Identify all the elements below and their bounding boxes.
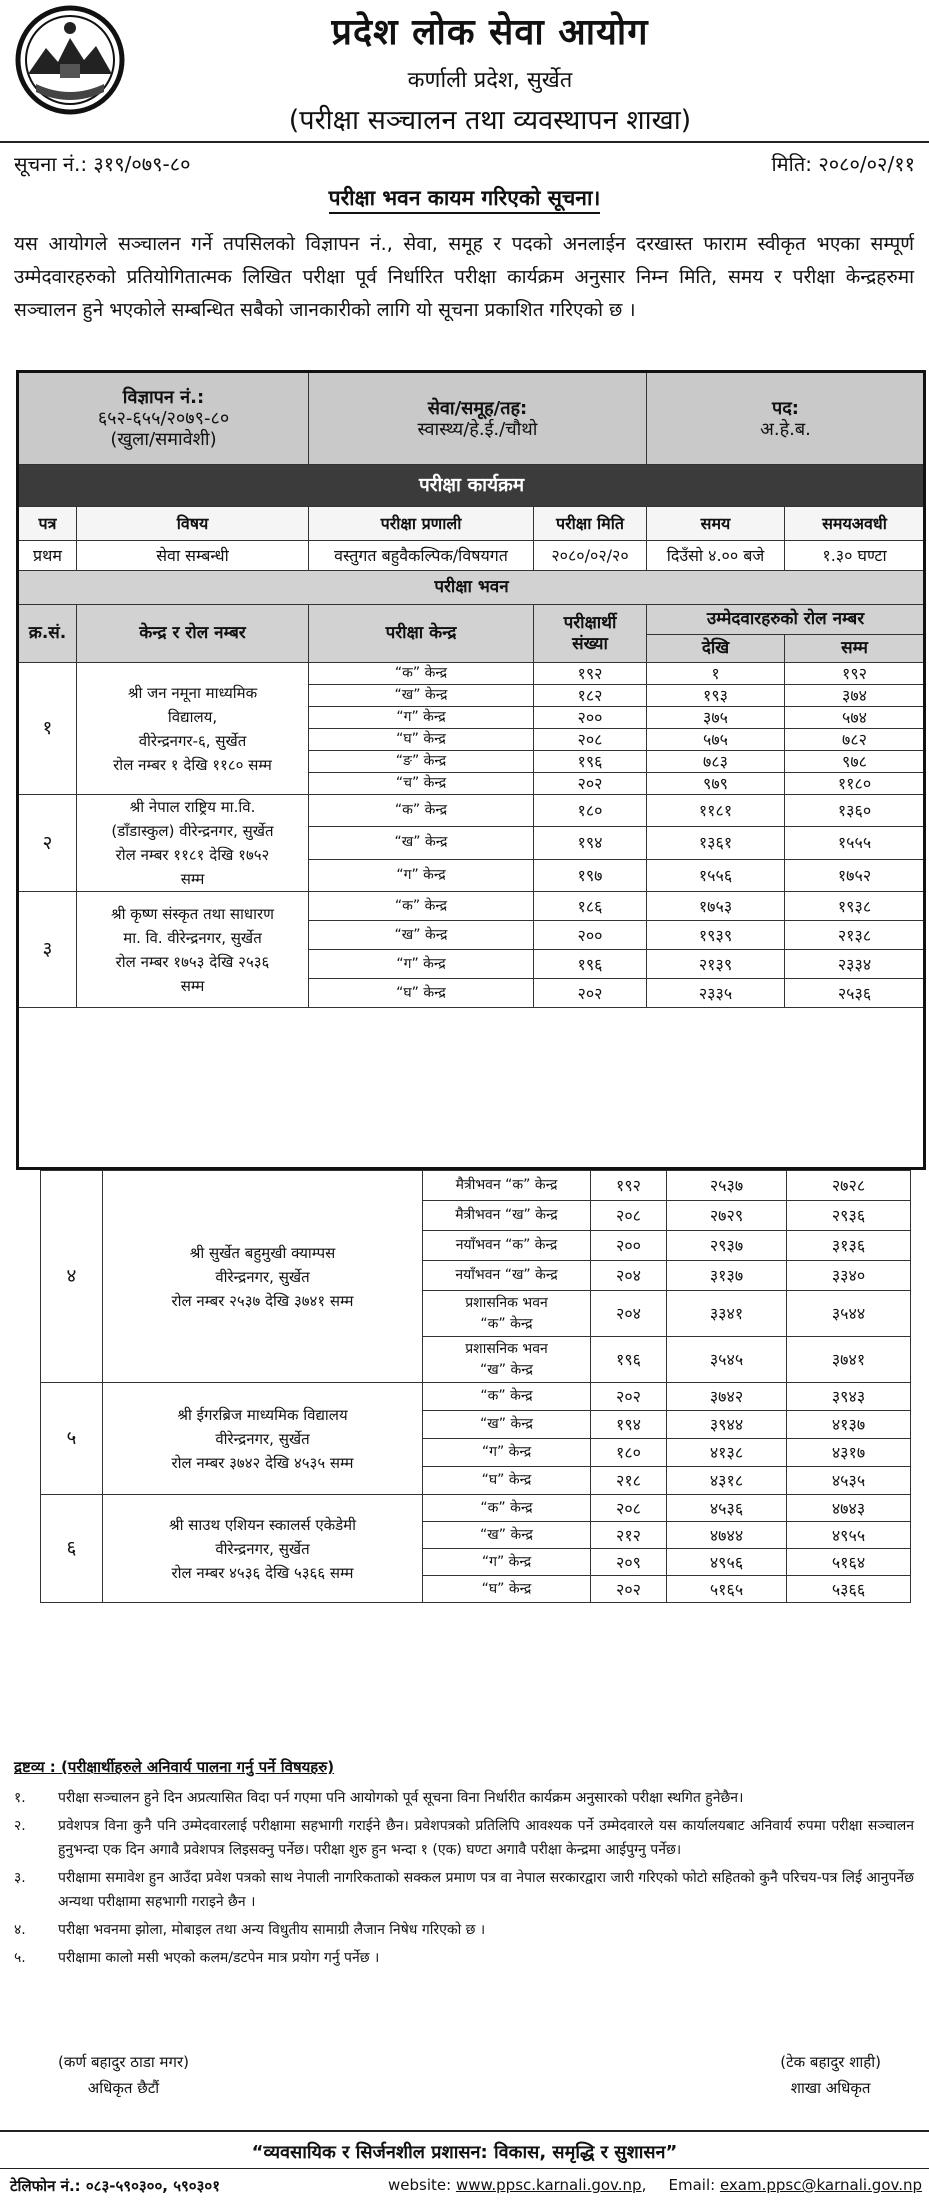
candidate-count: २०० bbox=[591, 1231, 667, 1261]
exam-center-label: “ङ” केन्द्र bbox=[395, 753, 447, 769]
roll-from: ३७५ bbox=[647, 707, 785, 729]
roll-from: १ bbox=[647, 663, 785, 685]
venue-title: परीक्षा भवन bbox=[19, 571, 925, 605]
exam-center-label: प्रशासनिक भवन bbox=[465, 1294, 548, 1311]
roll-to: ४५३५ bbox=[787, 1467, 911, 1495]
note-text: परीक्षामा कालो मसी भएको कलम/डटपेन मात्र प्रयोग गर्नु पर्नेछ । bbox=[58, 1950, 380, 1966]
roll-from: ५७५ bbox=[647, 729, 785, 751]
candidate-count: २०४ bbox=[591, 1291, 667, 1337]
candidate-count: २०० bbox=[534, 707, 647, 729]
note-item bbox=[14, 1866, 914, 1914]
venue-name-line: मा. वि. वीरेन्द्रनगर, सुर्खेत bbox=[123, 928, 262, 947]
intro-paragraph: यस आयोगले सञ्चालन गर्ने तपसिलको विज्ञापन नं., सेवा, समूह र पदको अनलाईन दरखास्त फाराम स्वीकृत भएका सम्पूर्ण उम्मेदवारहरुको प्रतियोगितात्मक लिखित परीक्षा पूर्व निर्धारित परीक्षा कार्यक्रम अनुसार निम्न मिति, समय र परीक्षा केन्द्रहरुमा सञ्चालन हुने भएकोले सम्बन्धित सबैको जानकारीको लागि यो सूचना प्रकाशित गरिएको छ । bbox=[14, 233, 914, 321]
exam-center-label: “ग” केन्द्र bbox=[396, 709, 446, 725]
venue-name-line: श्री ईगरब्रिज माध्यमिक विद्यालय bbox=[177, 1405, 348, 1424]
note-number: ४. bbox=[14, 1922, 26, 1938]
candidate-count: १९२ bbox=[534, 663, 647, 685]
exam-center-label: “क” केन्द्र bbox=[394, 665, 448, 681]
candidate-count: २०४ bbox=[591, 1261, 667, 1291]
col-roll-to: सम्म bbox=[785, 635, 925, 663]
candidate-count: १९६ bbox=[534, 751, 647, 773]
venue-serial: ४ bbox=[41, 1171, 103, 1383]
exam-schedule-table bbox=[18, 372, 925, 1008]
exam-center-label: प्रशासनिक भवन bbox=[465, 1340, 548, 1357]
exam-center bbox=[309, 685, 534, 707]
roll-from: ४५३६ bbox=[667, 1495, 787, 1522]
exam-center-label: मैत्रीभवन “क” केन्द्र bbox=[455, 1177, 558, 1193]
venue-name-line: श्री नेपाल राष्ट्रिय मा.वि. bbox=[129, 798, 256, 816]
roll-from: ७८३ bbox=[647, 751, 785, 773]
candidate-count: २०२ bbox=[534, 773, 647, 795]
roll-from: २७२९ bbox=[667, 1201, 787, 1231]
venue-header-row bbox=[19, 605, 925, 635]
exam-center-label: “क” केन्द्र bbox=[394, 802, 448, 819]
venue-title-row bbox=[19, 571, 925, 605]
exam-center-label: मैत्रीभवन “ख” केन्द्र bbox=[455, 1207, 558, 1223]
roll-to: १३६० bbox=[785, 795, 925, 827]
exam-center bbox=[309, 979, 534, 1008]
program-cell: १.३० घण्टा bbox=[785, 541, 925, 571]
email-block bbox=[669, 2176, 923, 2194]
venue-name-line: विद्यालय, bbox=[167, 707, 218, 726]
exam-center-label: नयाँभवन “ख” केन्द्र bbox=[455, 1267, 558, 1283]
header-divider bbox=[0, 141, 929, 143]
roll-from: ४१३८ bbox=[667, 1439, 787, 1467]
roll-from: ४७४४ bbox=[667, 1522, 787, 1549]
roll-from: १९३ bbox=[647, 685, 785, 707]
exam-center-label: “घ” केन्द्र bbox=[481, 1472, 532, 1488]
roll-to: ९७८ bbox=[785, 751, 925, 773]
venue-name-line: वीरेन्द्रनगर, सुर्खेत bbox=[215, 1267, 310, 1286]
candidate-count: १८० bbox=[591, 1439, 667, 1467]
note-number: १. bbox=[14, 1790, 26, 1806]
col-count-line: परीक्षार्थी bbox=[563, 612, 617, 633]
exam-center-label: “ग” केन्द्र bbox=[396, 866, 446, 883]
roll-to: ४१३७ bbox=[787, 1411, 911, 1439]
email-label: Email: bbox=[668, 2176, 716, 2194]
exam-center bbox=[423, 1411, 591, 1439]
roll-to: २७२८ bbox=[787, 1171, 911, 1201]
program-header: समयअवधी bbox=[785, 507, 925, 541]
venue-table-continued bbox=[40, 1170, 911, 1603]
exam-center-label: “ख” केन्द्र bbox=[480, 1526, 533, 1543]
candidate-count: १९२ bbox=[591, 1171, 667, 1201]
venue-serial: २ bbox=[19, 795, 77, 892]
note-text: परीक्षा सञ्चालन हुने दिन अप्रत्यासित विदा पर्न गएमा पनि आयोगको पूर्व सूचना विना निर्धारीत कार्यक्रम अनुसारको परीक्षा स्थगित हुनेछैन। bbox=[58, 1790, 744, 1806]
notice-date: मिति: २०८०/०२/११ bbox=[771, 152, 915, 176]
venue-name-line: रोल नम्बर २५३७ देखि ३७४१ सम्म bbox=[171, 1291, 354, 1310]
province-name: कर्णाली प्रदेश, सुर्खेत bbox=[407, 68, 573, 93]
note-item bbox=[14, 1918, 914, 1942]
roll-from: ४३१८ bbox=[667, 1467, 787, 1495]
note-item bbox=[14, 1814, 914, 1862]
roll-from: १३६१ bbox=[647, 827, 785, 859]
exam-center-label: “ग” केन्द्र bbox=[481, 1444, 532, 1460]
branch-name: (परीक्षा सञ्चालन तथा व्यवस्थापन शाखा) bbox=[288, 105, 692, 136]
venue-name-line: श्री जन नमूना माध्यमिक bbox=[127, 683, 258, 702]
col-candidate-count bbox=[534, 605, 647, 663]
signature-right bbox=[780, 2049, 881, 2101]
venue-row bbox=[19, 892, 925, 921]
notes-title: द्रष्टव्य : (परीक्षार्थीहरुले अनिवार्य पालना गर्नु पर्ने विषयहरु) bbox=[14, 1758, 335, 1776]
exam-center-label: “ख” केन्द्र bbox=[480, 1361, 533, 1378]
roll-from: ५१६५ bbox=[667, 1576, 787, 1603]
roll-from: ३३४१ bbox=[667, 1291, 787, 1337]
col-roll-from: देखि bbox=[647, 635, 785, 663]
venue-name-line: सम्म bbox=[180, 976, 205, 995]
candidate-count: १९४ bbox=[534, 827, 647, 859]
notes-list bbox=[14, 1786, 914, 1974]
exam-center bbox=[423, 1522, 591, 1549]
program-cell: २०८०/०२/२० bbox=[534, 541, 647, 571]
venue-serial: ६ bbox=[41, 1495, 103, 1603]
exam-center bbox=[309, 859, 534, 891]
note-number: २. bbox=[14, 1818, 26, 1834]
exam-center bbox=[309, 795, 534, 827]
service-cell bbox=[309, 373, 647, 465]
roll-to: १५५५ bbox=[785, 827, 925, 859]
exam-center bbox=[309, 773, 534, 795]
phone-number: टेलिफोन नं.: ०८३-५९०३००, ५९०३०१ bbox=[10, 2177, 221, 2195]
candidate-count: २१८ bbox=[591, 1467, 667, 1495]
note-text: प्रवेशपत्र विना कुनै पनि उम्मेदवारलाई परीक्षामा सहभागी गराईने छैन। प्रवेशपत्रको प्रतिलिपि आवश्यक पर्ने उम्मेदवारले यस कार्यालयबाट अनिवार्य रुपमा परीक्षा सञ्चालन हुनुभन्दा एक दिन अगावै प्रवेशपत्र लिइसक्नु पर्नेछ। परीक्षा शुरु हुन भन्दा १ (एक) घण्टा अगावै परीक्षा केन्द्रमा आईपुग्नु पर्नेछ। bbox=[58, 1818, 914, 1858]
program-data-row bbox=[19, 541, 925, 571]
exam-center bbox=[423, 1467, 591, 1495]
note-item bbox=[14, 1946, 914, 1970]
website-block: website: www.ppsc.karnali.gov.np, bbox=[388, 2176, 647, 2194]
letterhead bbox=[0, 0, 929, 140]
exam-center-label: “घ” केन्द्र bbox=[481, 1580, 532, 1597]
venue-row bbox=[41, 1383, 911, 1411]
venue-name-line: वीरेन्द्रनगर, सुर्खेत bbox=[215, 1429, 310, 1448]
program-cell: दिउँसो ४.०० बजे bbox=[647, 541, 785, 571]
program-header: परीक्षा प्रणाली bbox=[309, 507, 534, 541]
venue-name-line: श्री कृष्ण संस्कृत तथा साधारण bbox=[111, 904, 274, 923]
exam-center-label: “क” केन्द्र bbox=[480, 1315, 533, 1332]
exam-center-label: “क” केन्द्र bbox=[394, 897, 448, 914]
exam-center bbox=[423, 1576, 591, 1603]
venue-serial: ५ bbox=[41, 1383, 103, 1495]
exam-center bbox=[309, 892, 534, 921]
signatory-name: (टेक बहादुर शाही) bbox=[780, 2053, 881, 2071]
exam-center-label: “च” केन्द्र bbox=[395, 775, 447, 791]
org-name: प्रदेश लोक सेवा आयोग bbox=[331, 12, 649, 53]
roll-to: ४९५५ bbox=[787, 1522, 911, 1549]
program-header: समय bbox=[647, 507, 785, 541]
exam-center bbox=[423, 1171, 591, 1201]
candidate-count: २०८ bbox=[591, 1495, 667, 1522]
venue-name-line: सम्म bbox=[180, 870, 205, 888]
exam-center bbox=[423, 1337, 591, 1383]
exam-center bbox=[309, 827, 534, 859]
exam-center-label: “ग” केन्द्र bbox=[396, 955, 446, 972]
roll-to: १७५२ bbox=[785, 859, 925, 891]
roll-to: २१३८ bbox=[785, 921, 925, 950]
note-text: परीक्षामा समावेश हुन आउँदा प्रवेश पत्रको साथ नेपाली नागरिकताको सक्कल प्रमाण पत्र वा नेपाल सरकारद्वारा जारी गरिएको फोटो सहितको कुनै परिचय-पत्र लिई आनुपर्नेछ अन्यथा परीक्षामा सहभागी गराइने छैन । bbox=[58, 1870, 914, 1910]
exam-center bbox=[309, 729, 534, 751]
footer-divider-2 bbox=[0, 2168, 929, 2169]
venue-serial: १ bbox=[19, 663, 77, 795]
exam-center bbox=[423, 1261, 591, 1291]
exam-center-label: “क” केन्द्र bbox=[480, 1388, 533, 1404]
roll-from: २१३९ bbox=[647, 950, 785, 979]
venue-name-line: श्री साउथ एशियन स्कालर्स एकेडेमी bbox=[168, 1515, 357, 1534]
note-number: ३. bbox=[14, 1870, 26, 1886]
roll-to: २९३६ bbox=[787, 1201, 911, 1231]
roll-from: १७५३ bbox=[647, 892, 785, 921]
exam-center-label: “ख” केन्द्र bbox=[480, 1416, 533, 1432]
motto: “व्यवसायिक र सिर्जनशील प्रशासन: विकास, समृद्धि र सुशासन” bbox=[251, 2142, 678, 2163]
exam-center bbox=[423, 1383, 591, 1411]
roll-from: १९३९ bbox=[647, 921, 785, 950]
venue-row bbox=[19, 795, 925, 827]
venue-name bbox=[77, 795, 309, 892]
roll-to: ३७४१ bbox=[787, 1337, 911, 1383]
advertisement-type: (खुला/समावेशी) bbox=[110, 429, 217, 450]
exam-center bbox=[423, 1495, 591, 1522]
exam-center bbox=[423, 1291, 591, 1337]
exam-center-label: “ग” केन्द्र bbox=[481, 1553, 532, 1570]
service-label: सेवा/समूह/तह: bbox=[427, 397, 528, 419]
notice-subject-text: परीक्षा भवन कायम गरिएको सूचना। bbox=[329, 186, 601, 214]
exam-center bbox=[309, 921, 534, 950]
roll-from: ३७४२ bbox=[667, 1383, 787, 1411]
venue-name bbox=[77, 663, 309, 795]
venue-name-line: रोल नम्बर ११८१ देखि १७५२ bbox=[115, 846, 270, 864]
venue-name-line: रोल नम्बर १ देखि ११८० सम्म bbox=[113, 755, 272, 774]
roll-from: ११८१ bbox=[647, 795, 785, 827]
note-number: ५. bbox=[14, 1950, 26, 1966]
footer-divider bbox=[0, 2130, 929, 2132]
exam-center bbox=[309, 707, 534, 729]
advertisement-label: विज्ञापन नं.: bbox=[122, 387, 205, 408]
exam-center-label: “घ” केन्द्र bbox=[396, 731, 446, 747]
venue-name-line: रोल नम्बर ३७४२ देखि ४५३५ सम्म bbox=[171, 1453, 354, 1472]
signature-left bbox=[58, 2049, 189, 2101]
nepal-emblem-icon bbox=[6, 4, 134, 118]
venue-name bbox=[103, 1383, 423, 1495]
candidate-count: २०२ bbox=[534, 979, 647, 1008]
roll-to: ३५४४ bbox=[787, 1291, 911, 1337]
col-roll-range: उम्मेदवारहरुको रोल नम्बर bbox=[647, 605, 925, 635]
roll-from: ९७९ bbox=[647, 773, 785, 795]
notice-subject bbox=[0, 184, 929, 212]
exam-center bbox=[309, 663, 534, 685]
roll-to: ५१६४ bbox=[787, 1549, 911, 1576]
exam-center-label: “ख” केन्द्र bbox=[394, 926, 448, 943]
candidate-count: १८६ bbox=[534, 892, 647, 921]
col-serial: क्र.सं. bbox=[19, 605, 77, 663]
roll-to: ३३४० bbox=[787, 1261, 911, 1291]
program-cell: प्रथम bbox=[19, 541, 77, 571]
candidate-count: २१२ bbox=[591, 1522, 667, 1549]
email-link[interactable]: exam.ppsc@karnali.gov.np bbox=[719, 2176, 922, 2194]
website-label: website: bbox=[388, 2176, 452, 2194]
exam-center bbox=[423, 1231, 591, 1261]
exam-center bbox=[309, 950, 534, 979]
candidate-count: २०२ bbox=[591, 1576, 667, 1603]
roll-to: ४७४३ bbox=[787, 1495, 911, 1522]
candidate-count: २०२ bbox=[591, 1383, 667, 1411]
signatory-name: (कर्ण बहादुर ठाडा मगर) bbox=[58, 2053, 189, 2071]
venue-name-line: रोल नम्बर ४५३६ देखि ५३६६ सम्म bbox=[171, 1563, 354, 1582]
program-title-row bbox=[19, 465, 925, 507]
roll-to: १९३८ bbox=[785, 892, 925, 921]
venue-name bbox=[103, 1171, 423, 1383]
venue-serial: ३ bbox=[19, 892, 77, 1008]
program-header: परीक्षा मिति bbox=[534, 507, 647, 541]
venue-row bbox=[19, 663, 925, 685]
roll-from: २३३५ bbox=[647, 979, 785, 1008]
candidate-count: २०९ bbox=[591, 1549, 667, 1576]
notice-number: सूचना नं.: ३१९/०७९-८० bbox=[14, 152, 191, 176]
program-header-row bbox=[19, 507, 925, 541]
exam-center bbox=[423, 1201, 591, 1231]
program-title: परीक्षा कार्यक्रम bbox=[19, 465, 925, 507]
exam-center-label: “ख” केन्द्र bbox=[394, 687, 448, 703]
roll-from: १५५६ bbox=[647, 859, 785, 891]
roll-to: ३१३६ bbox=[787, 1231, 911, 1261]
exam-center-label: “घ” केन्द्र bbox=[396, 984, 446, 1001]
roll-to: ११८० bbox=[785, 773, 925, 795]
program-cell: सेवा सम्बन्धी bbox=[77, 541, 309, 571]
signatory-title: अधिकृत छैटौं bbox=[87, 2079, 160, 2097]
roll-to: ३९४३ bbox=[787, 1383, 911, 1411]
venue-name bbox=[77, 892, 309, 1008]
roll-from: २५३७ bbox=[667, 1171, 787, 1201]
candidate-count: १८० bbox=[534, 795, 647, 827]
col-center-roll: केन्द्र र रोल नम्बर bbox=[77, 605, 309, 663]
roll-from: २९३७ bbox=[667, 1231, 787, 1261]
col-count-line: संख्या bbox=[572, 633, 608, 654]
candidate-count: १८२ bbox=[534, 685, 647, 707]
roll-to: ५७४ bbox=[785, 707, 925, 729]
service-value: स्वास्थ्य/हे.ई./चौथो bbox=[417, 418, 538, 440]
venue-name-line: श्री सुर्खेत बहुमुखी क्याम्पस bbox=[189, 1243, 336, 1262]
venue-name bbox=[103, 1495, 423, 1603]
candidate-count: २०० bbox=[534, 921, 647, 950]
exam-center-label: “ख” केन्द्र bbox=[394, 834, 448, 851]
exam-center-label: “क” केन्द्र bbox=[480, 1499, 533, 1516]
candidate-count: २०८ bbox=[591, 1201, 667, 1231]
signatory-title: शाखा अधिकृत bbox=[790, 2079, 871, 2097]
roll-from: ३९४४ bbox=[667, 1411, 787, 1439]
program-cell: वस्तुगत बहुवैकल्पिक/विषयगत bbox=[309, 541, 534, 571]
candidate-count: १९४ bbox=[591, 1411, 667, 1439]
venue-name-line: वीरेन्द्रनगर, सुर्खेत bbox=[215, 1539, 310, 1558]
exam-center bbox=[423, 1549, 591, 1576]
advertisement-cell bbox=[19, 373, 309, 465]
candidate-count: २०८ bbox=[534, 729, 647, 751]
candidate-count: १९७ bbox=[534, 859, 647, 891]
exam-center-label: नयाँभवन “क” केन्द्र bbox=[455, 1237, 558, 1253]
post-value: अ.हे.ब. bbox=[760, 418, 811, 440]
post-cell bbox=[647, 373, 925, 465]
roll-to: २३३४ bbox=[785, 950, 925, 979]
venue-name-line: वीरेन्द्रनगर-६, सुर्खेत bbox=[138, 731, 247, 750]
advertisement-number: ६५२-६५५/२०७९-८० bbox=[97, 408, 230, 429]
roll-to: ४३१७ bbox=[787, 1439, 911, 1467]
roll-from: ३५४५ bbox=[667, 1337, 787, 1383]
roll-from: ३१३७ bbox=[667, 1261, 787, 1291]
note-item bbox=[14, 1786, 914, 1810]
candidate-count: १९६ bbox=[534, 950, 647, 979]
post-label: पद: bbox=[772, 397, 799, 419]
roll-to: २५३६ bbox=[785, 979, 925, 1008]
candidate-count: १९६ bbox=[591, 1337, 667, 1383]
website-link[interactable]: www.ppsc.karnali.gov.np bbox=[455, 2176, 642, 2194]
venue-name-line: (डाँडास्कुल) वीरेन्द्रनगर, सुर्खेत bbox=[111, 822, 274, 840]
summary-row bbox=[19, 373, 925, 465]
exam-center bbox=[309, 751, 534, 773]
venue-row bbox=[41, 1171, 911, 1201]
exam-center bbox=[423, 1439, 591, 1467]
roll-to: ५३६६ bbox=[787, 1576, 911, 1603]
program-header: विषय bbox=[77, 507, 309, 541]
col-exam-center: परीक्षा केन्द्र bbox=[309, 605, 534, 663]
venue-row bbox=[41, 1495, 911, 1522]
roll-to: १९२ bbox=[785, 663, 925, 685]
roll-to: ७८२ bbox=[785, 729, 925, 751]
venue-name-line: रोल नम्बर १७५३ देखि २५३६ bbox=[115, 952, 270, 971]
program-header: पत्र bbox=[19, 507, 77, 541]
roll-to: ३७४ bbox=[785, 685, 925, 707]
roll-from: ४९५६ bbox=[667, 1549, 787, 1576]
note-text: परीक्षा भवनमा झोला, मोबाइल तथा अन्य विधुतीय सामाग्री लैजान निषेध गरिएको छ । bbox=[58, 1922, 486, 1938]
